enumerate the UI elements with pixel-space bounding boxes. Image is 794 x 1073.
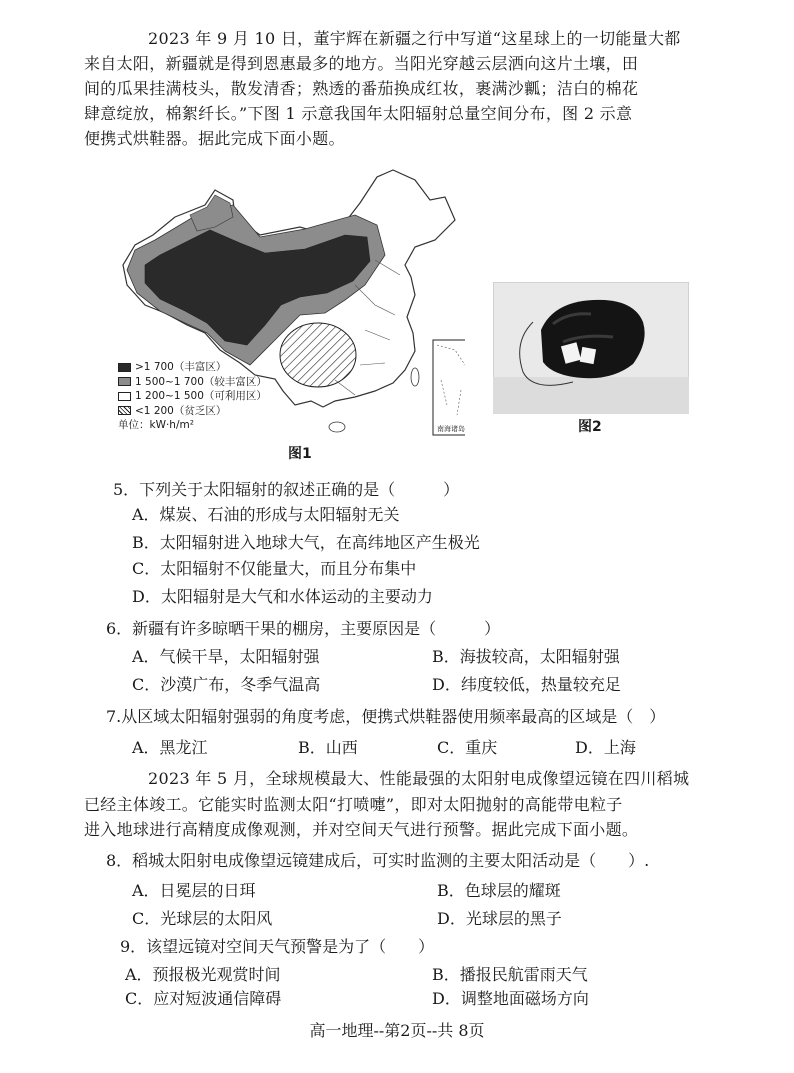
question-8-option-b[interactable]: B．色球层的耀斑 xyxy=(437,881,561,900)
passage-2-line: 进入地球进行高精度成像观测，并对空间天气进行预警。据此完成下面小题。 xyxy=(84,820,639,839)
intro-line: 来自太阳，新疆就是得到恩惠最多的地方。当阳光穿越云层洒向这片土壤，田 xyxy=(84,54,639,73)
intro-line: 便携式烘鞋器。据此完成下面小题。 xyxy=(84,129,345,148)
map-inset-label: 南海诸岛 xyxy=(437,425,465,433)
question-7-option-a[interactable]: A．黑龙江 xyxy=(132,738,208,757)
question-9-stem: 9．该望远镜对空间天气预警是为了（ ） xyxy=(120,937,435,956)
passage-2 xyxy=(84,766,704,843)
question-6-option-b[interactable]: B．海拔较高，太阳辐射强 xyxy=(432,647,620,666)
question-9-option-c[interactable]: C．应对短波通信障碍 xyxy=(125,989,282,1008)
legend-swatch xyxy=(118,377,131,386)
question-7-option-d[interactable]: D．上海 xyxy=(575,738,636,757)
question-5-option-d[interactable]: D．太阳辐射是大气和水体运动的主要动力 xyxy=(132,587,433,606)
question-8-option-c[interactable]: C．光球层的太阳风 xyxy=(132,909,273,928)
shoe-dryer-photo xyxy=(493,282,689,414)
question-5-option-b[interactable]: B．太阳辐射进入地球大气，在高纬地区产生极光 xyxy=(132,533,480,552)
legend-label: 1 200~1 500（可利用区） xyxy=(135,390,267,402)
question-5-option-a[interactable]: A．煤炭、石油的形成与太阳辐射无关 xyxy=(132,505,400,524)
question-8-option-d[interactable]: D．光球层的黑子 xyxy=(437,909,562,928)
question-5-stem: 5．下列关于太阳辐射的叙述正确的是（ ） xyxy=(113,480,460,499)
intro-line: 2023 年 9 月 10 日，董宇辉在新疆之行中写道“这星球上的一切能量大都 xyxy=(148,29,681,48)
question-6-option-a[interactable]: A．气候干旱，太阳辐射强 xyxy=(132,647,320,666)
legend-item xyxy=(118,375,267,390)
question-8-option-a[interactable]: A．日冕层的日珥 xyxy=(132,881,256,900)
legend-label: 1 500~1 700（较丰富区） xyxy=(135,375,267,388)
map-legend xyxy=(118,360,267,433)
question-5-option-c[interactable]: C．太阳辐射不仅能量大，而且分布集中 xyxy=(132,559,417,578)
passage-2-line: 2023 年 5 月，全球规模最大、性能最强的太阳射电成像望远镜在四川稻城 xyxy=(148,769,690,788)
legend-label: >1 700（丰富区） xyxy=(135,361,227,373)
intro-paragraph xyxy=(84,26,704,151)
question-7-option-b[interactable]: B．山西 xyxy=(298,738,358,757)
legend-swatch xyxy=(118,392,131,401)
page-footer: 高一地理--第2页--共 8页 xyxy=(309,1021,485,1040)
legend-swatch xyxy=(118,363,131,372)
legend-item xyxy=(118,404,267,419)
passage-2-line: 已经主体竣工。它能实时监测太阳“打喷嚏”，即对太阳抛射的高能带电粒子 xyxy=(84,794,623,814)
question-7-option-c[interactable]: C．重庆 xyxy=(437,738,498,757)
legend-item xyxy=(118,389,267,404)
question-6-stem: 6．新疆有许多晾晒干果的棚房，主要原因是（ ） xyxy=(106,619,501,638)
question-7-stem: 7.从区域太阳辐射强弱的角度考虑，便携式烘鞋器使用频率最高的区域是（ ） xyxy=(106,707,666,726)
legend-swatch xyxy=(118,406,131,415)
figure2-caption: 图2 xyxy=(578,419,602,435)
intro-line: 间的瓜果挂满枝头，散发清香；熟透的番茄换成红妆，裹满沙瓤；洁白的棉花 xyxy=(84,79,639,98)
legend-label: <1 200（贫乏区） xyxy=(135,404,227,417)
figure1-caption: 图1 xyxy=(288,446,312,462)
question-9-option-d[interactable]: D．调整地面磁场方向 xyxy=(432,989,589,1008)
legend-unit: 单位：kW·h/m² xyxy=(118,419,194,431)
question-9-option-a[interactable]: A．预报极光观赏时间 xyxy=(125,965,281,984)
question-9-option-b[interactable]: B．播报民航雷雨天气 xyxy=(432,965,588,984)
question-8-stem: 8．稻城太阳射电成像望远镜建成后，可实时监测的主要太阳活动是（ ）. xyxy=(106,851,650,870)
legend-item xyxy=(118,360,267,375)
question-6-option-d[interactable]: D．纬度较低，热量较充足 xyxy=(432,675,621,694)
intro-line: 肆意绽放，棉絮纤长。”下图 1 示意我国年太阳辐射总量空间分布，图 2 示意 xyxy=(84,104,633,123)
question-6-option-c[interactable]: C．沙漠广布，冬季气温高 xyxy=(132,675,321,694)
